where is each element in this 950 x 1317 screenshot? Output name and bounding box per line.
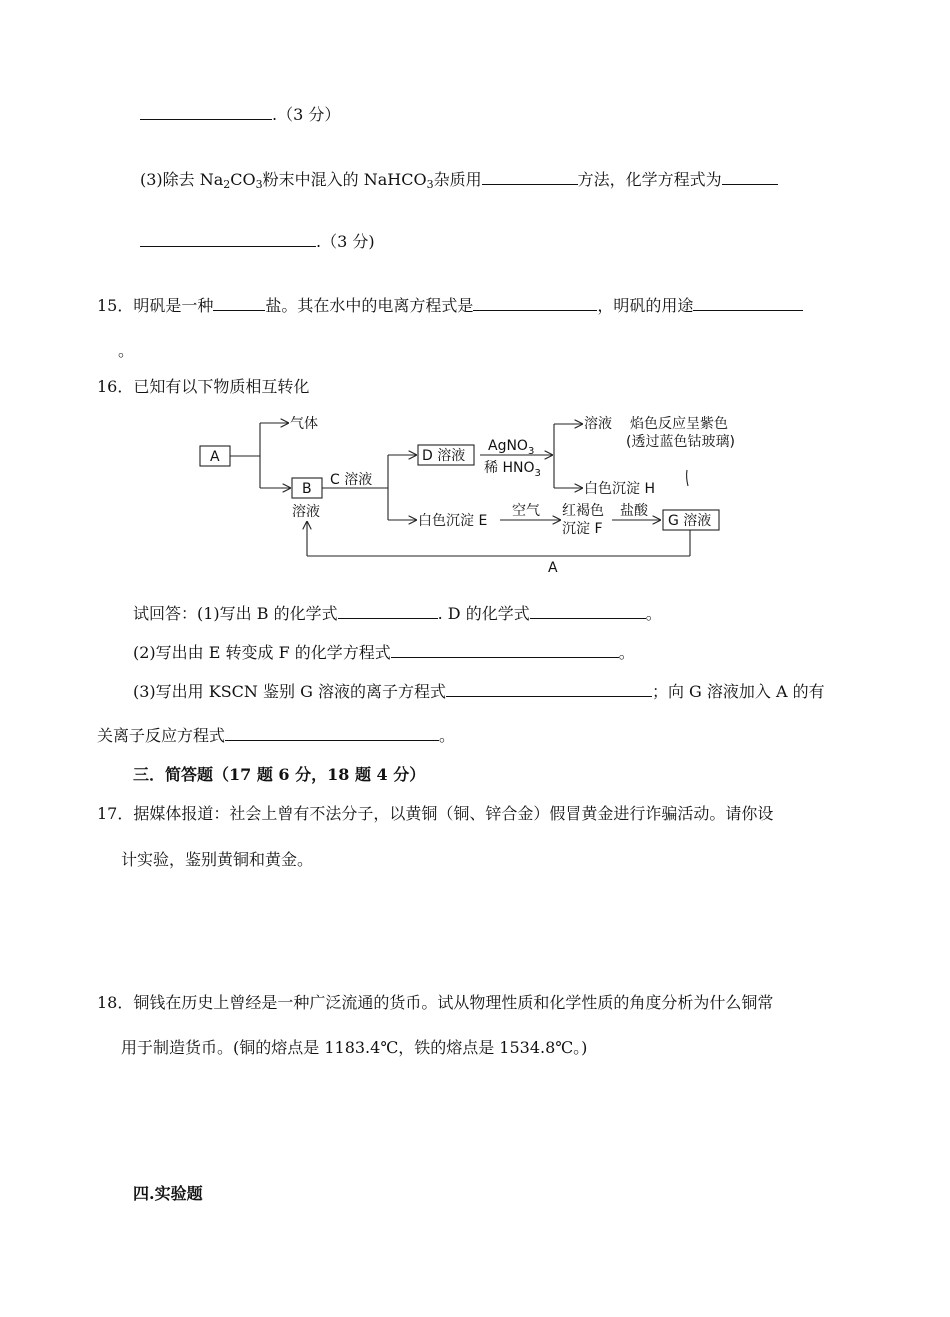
label-b: B <box>302 481 312 497</box>
section-4-heading: 四.实验题 <box>133 1184 203 1203</box>
q15-end: 。 <box>118 341 135 360</box>
conversion-diagram-svg <box>190 408 770 584</box>
q15-line: 15．明矾是一种 盐。其在水中的电离方程式是 ，明矾的用途 <box>97 294 803 317</box>
label-agno3: AgNO$_3$ <box>488 438 535 457</box>
label-h: 白色沉淀 H <box>584 481 655 497</box>
answer-blank[interactable] <box>530 602 646 619</box>
label-b-solution: 溶液 <box>292 504 320 520</box>
q16-question-3-cont: 关离子反应方程式 。 <box>97 726 456 745</box>
q17-line-1: 17．据媒体报道：社会上曾有不法分子，以黄铜（铜、锌合金）假冒黄金进行诈骗活动。请你设 <box>97 804 774 823</box>
label-g: G 溶液 <box>668 513 712 529</box>
q18-line-2: 用于制造货币。(铜的熔点是 1183.4℃，铁的熔点是 1534.8℃。) <box>121 1038 588 1057</box>
label-hcl: 盐酸 <box>620 503 648 519</box>
answer-blank[interactable] <box>446 680 652 697</box>
answer-blank[interactable] <box>213 294 265 311</box>
label-c: C 溶液 <box>330 472 373 488</box>
q16-question-3: (3)写出用 KSCN 鉴别 G 溶液的离子方程式 ；向 G 溶液加入 A 的有 <box>133 682 825 701</box>
answer-blank[interactable] <box>338 602 438 619</box>
q18-line-1: 18．铜钱在历史上曾经是一种广泛流通的货币。试从物理性质和化学性质的角度分析为什么铜常 <box>97 993 774 1012</box>
label-f-2: 沉淀 F <box>562 521 603 537</box>
label-a-bottom: A <box>548 560 558 576</box>
label-f-1: 红褐色 <box>562 503 604 519</box>
label-gas: 气体 <box>290 416 318 432</box>
answer-blank[interactable] <box>722 168 778 185</box>
q14-part3: (3)除去 $Na_2CO_3$粉末中混入的 NaHCO$_3$杂质用 方法，化学方程式为 <box>140 168 778 191</box>
label-air: 空气 <box>512 503 540 519</box>
q16-conversion-diagram <box>190 408 770 584</box>
q16-question-2: (2)写出由 E 转变成 F 的化学方程式 。 <box>133 643 635 662</box>
q14-line-c: .（3 分) <box>140 230 375 253</box>
answer-blank[interactable] <box>140 103 272 120</box>
label-d: D 溶液 <box>422 448 466 464</box>
answer-blank[interactable] <box>693 294 803 311</box>
answer-blank[interactable] <box>225 724 439 741</box>
label-a: A <box>210 449 220 465</box>
q14-line-a: .（3 分） <box>140 103 340 126</box>
q16-title: 16．已知有以下物质相互转化 <box>97 377 310 396</box>
answer-blank[interactable] <box>482 168 578 185</box>
label-solution: 溶液 <box>584 416 612 432</box>
answer-blank[interactable] <box>473 294 597 311</box>
answer-blank[interactable] <box>391 641 619 658</box>
q17-line-2: 计实验，鉴别黄铜和黄金。 <box>121 850 314 869</box>
section-3-heading: 三．简答题（17 题 6 分，18 题 4 分） <box>133 765 426 784</box>
label-hno3: 稀 $HNO_3$ <box>484 460 541 479</box>
answer-blank[interactable] <box>140 230 316 247</box>
q16-question-1: 试回答：(1)写出 B 的化学式 . D 的化学式 。 <box>133 604 662 623</box>
label-flame-2: (透过蓝色钴玻璃) <box>626 434 735 450</box>
label-e: 白色沉淀 E <box>418 513 488 529</box>
label-flame-1: 焰色反应呈紫色 <box>630 416 728 432</box>
